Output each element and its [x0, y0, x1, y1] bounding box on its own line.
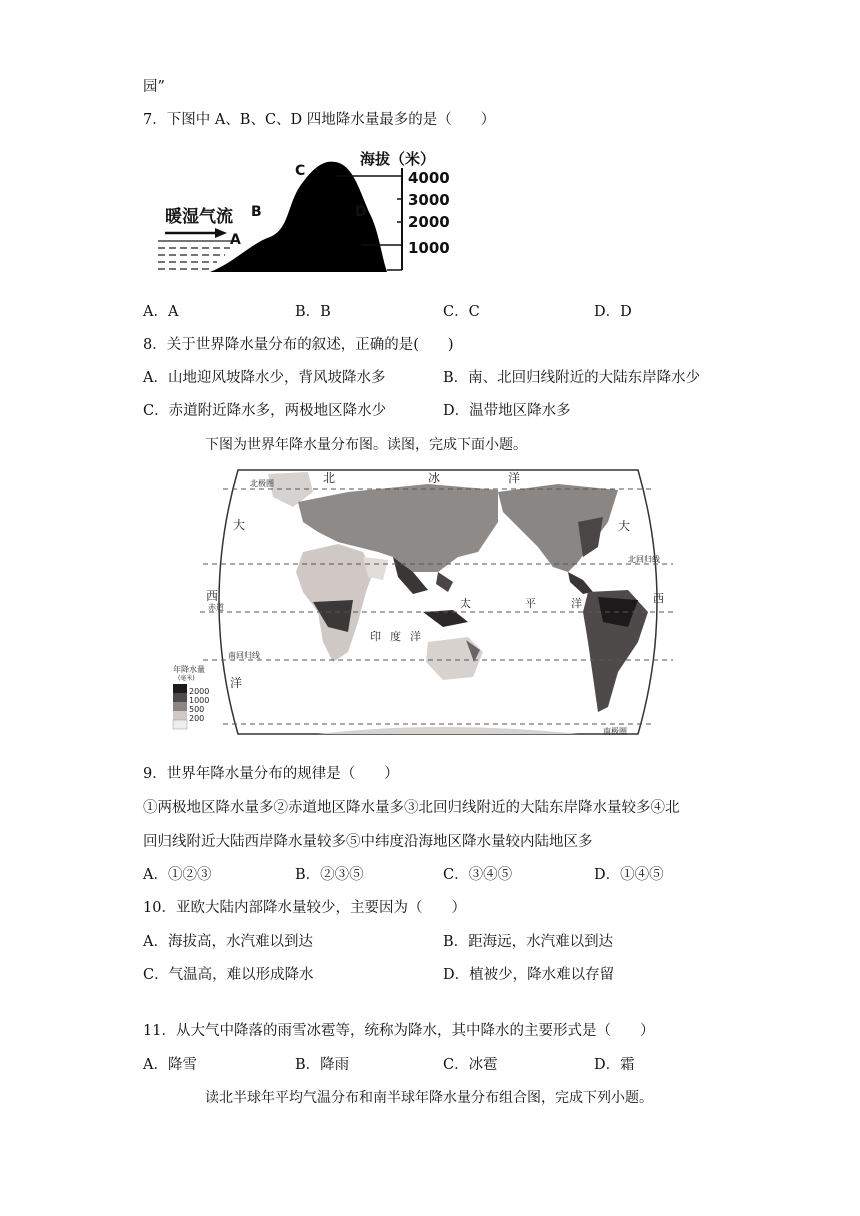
q9-option-c[interactable]: C．③④⑤ [443, 867, 513, 883]
tropic-cancer-label: 北回归线 [628, 555, 660, 564]
q11-option-d[interactable]: D．霜 [594, 1057, 635, 1073]
point-b-label: B [251, 204, 262, 220]
question-9-line-1: ①两极地区降水量多②赤道地区降水量多③北回归线附近的大陆东岸降水量较多④北 [143, 800, 680, 816]
airflow-label: 暖湿气流 [165, 207, 233, 227]
q7-option-c[interactable]: C．C [443, 304, 480, 320]
q10-option-b[interactable]: B．距海远，水汽难以到达 [443, 934, 614, 950]
question-10-stem: 10．亚欧大陆内部降水量较少，主要因为（ ） [143, 900, 466, 916]
question-9-line-2: 回归线附近大陆西岸降水量较多⑤中纬度沿海地区降水量较内陆地区多 [143, 834, 593, 850]
question-7-stem: 7．下图中 A、B、C、D 四地降水量最多的是（ ） [143, 112, 496, 128]
question-8-stem: 8．关于世界降水量分布的叙述，正确的是( ) [143, 337, 454, 353]
atlantic-west-char-1: 大 [233, 518, 246, 532]
legend-1000: 1000 [189, 696, 210, 705]
legend-2000: 2000 [189, 687, 210, 696]
altitude-title: 海拔（米） [360, 150, 436, 168]
q10-option-a[interactable]: A．海拔高，水汽难以到达 [143, 934, 313, 950]
q11-option-a[interactable]: A．降雪 [143, 1057, 197, 1073]
arctic-ocean-char-3: 洋 [508, 471, 521, 485]
tick-4000: 4000 [408, 169, 450, 187]
q10-option-c[interactable]: C．气温高，难以形成降水 [143, 967, 314, 983]
q8-option-a[interactable]: A．山地迎风坡降水少，背风坡降水多 [143, 370, 386, 386]
indian-ocean-char-3: 洋 [410, 630, 421, 643]
top-fragment: 园” [143, 79, 165, 95]
q7-option-b[interactable]: B．B [295, 304, 331, 320]
point-d-label: D [355, 204, 367, 220]
indian-ocean-char-2: 度 [390, 630, 401, 643]
atlantic-east-char-2: 西 [653, 592, 664, 605]
q9-option-b[interactable]: B．②③⑤ [295, 867, 364, 883]
q10-option-d[interactable]: D．植被少，降水难以存留 [443, 967, 615, 983]
map-intro: 下图为世界年降水量分布图。读图，完成下面小题。 [205, 437, 527, 453]
point-c-label: C [295, 163, 306, 179]
equator-label: 赤道 [208, 603, 224, 612]
legend-200: 200 [189, 714, 205, 723]
point-a-label: A [230, 232, 241, 248]
atlantic-west-char-2: 西 [206, 589, 219, 603]
q11-option-b[interactable]: B．降雨 [295, 1057, 350, 1073]
tropic-capricorn-label: 南回归线 [228, 651, 260, 660]
legend-title: 年降水量 [173, 665, 205, 674]
question-11-stem: 11．从大气中降落的雨雪冰雹等，统称为降水，其中降水的主要形式是（ ） [143, 1023, 655, 1039]
q8-option-d[interactable]: D．温带地区降水多 [443, 403, 571, 419]
pacific-char-2: 平 [525, 597, 536, 610]
q8-option-c[interactable]: C．赤道附近降水多，两极地区降水少 [143, 403, 387, 419]
q9-option-d[interactable]: D．①④⑤ [594, 867, 664, 883]
legend-500: 500 [189, 705, 205, 714]
arctic-ocean-char-2: 冰 [428, 471, 441, 485]
tick-3000: 3000 [408, 191, 450, 209]
water-hatching [158, 248, 230, 269]
legend-unit: (毫米) [178, 675, 195, 682]
antarctic-circle-label: 南极圈 [603, 727, 627, 736]
q7-option-d[interactable]: D．D [594, 304, 632, 320]
q7-option-a[interactable]: A．A [143, 304, 179, 320]
atlantic-west-char-3: 洋 [230, 676, 243, 690]
q9-option-a[interactable]: A．①②③ [143, 867, 212, 883]
arctic-ocean-char-1: 北 [323, 471, 336, 485]
tick-2000: 2000 [408, 213, 450, 231]
atlantic-east-char-1: 大 [618, 519, 631, 533]
mountain-profile-figure [155, 152, 465, 277]
world-precipitation-map [173, 462, 678, 742]
q8-option-b[interactable]: B．南、北回归线附近的大陆东岸降水少 [443, 370, 701, 386]
tick-1000: 1000 [408, 239, 450, 257]
pacific-char-1: 太 [460, 597, 471, 610]
q11-option-c[interactable]: C．冰雹 [443, 1057, 498, 1073]
question-9-stem: 9．世界年降水量分布的规律是（ ） [143, 766, 399, 782]
pacific-char-3: 洋 [571, 597, 582, 610]
final-intro: 读北半球年平均气温分布和南半球年降水量分布组合图，完成下列小题。 [205, 1090, 653, 1106]
indian-ocean-char-1: 印 [370, 630, 381, 643]
precipitation-legend [173, 664, 209, 729]
arctic-circle-label: 北极圈 [250, 479, 274, 488]
